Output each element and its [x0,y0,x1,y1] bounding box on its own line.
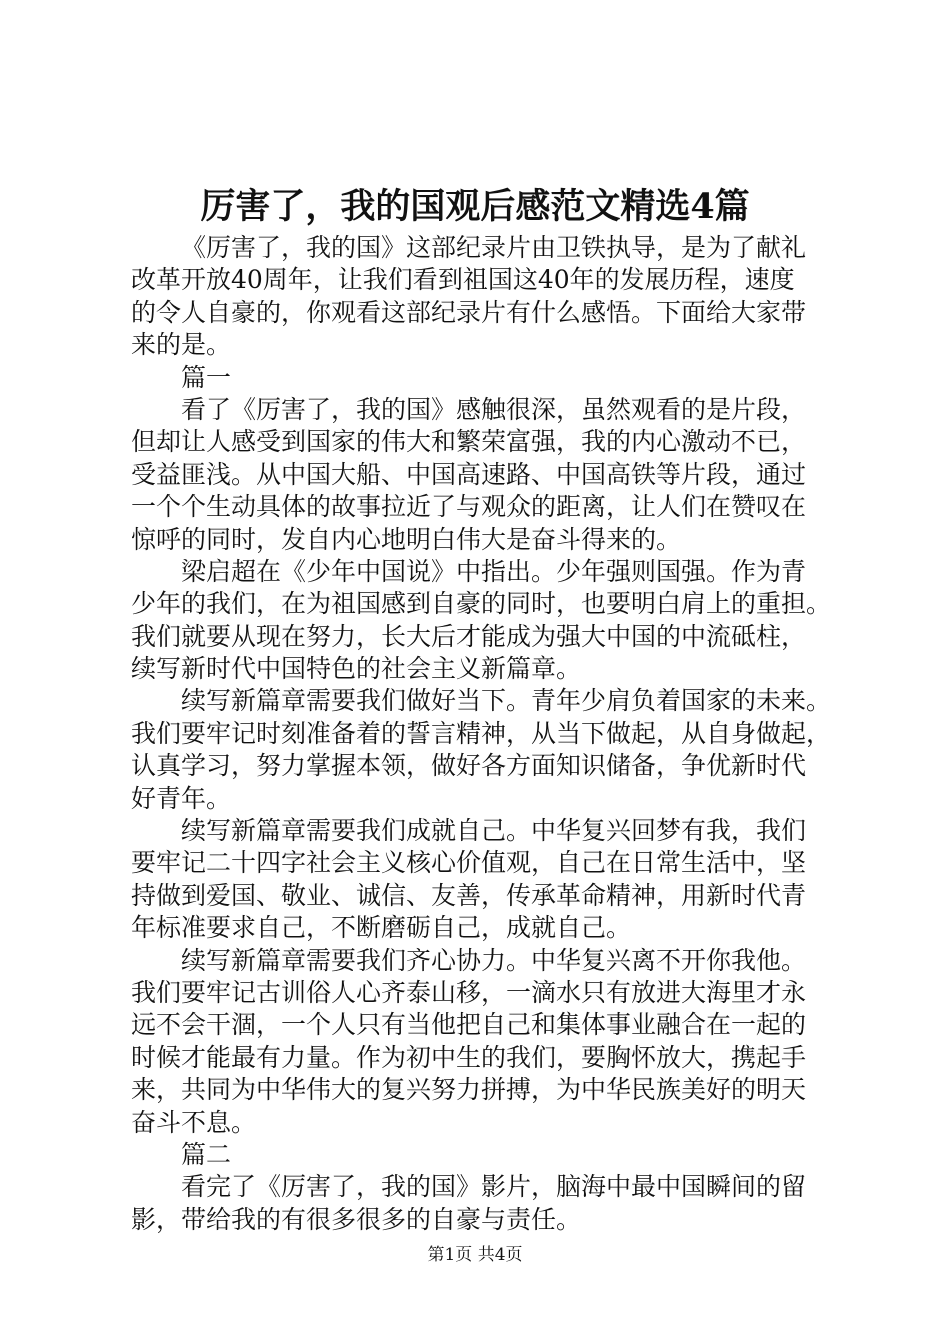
page-footer: 第1页 共4页 [427,1245,523,1265]
document-title: 厉害了，我的国观后感范文精选4篇 [200,186,750,227]
text-line: 的令人自豪的，你观看这部纪录片有什么感悟。下面给大家带 [131,297,807,327]
text-line: 要牢记二十四字社会主义核心价值观，自己在日常生活中，坚 [131,848,807,878]
text-line: 少年的我们，在为祖国感到自豪的同时，也要明白肩上的重担。 [131,589,832,619]
text-line: 远不会干涸，一个人只有当他把自己和集体事业融合在一起的 [131,1010,807,1040]
text-line: 续写新篇章需要我们成就自己。中华复兴回梦有我，我们 [181,816,807,846]
text-line: 改革开放40周年，让我们看到祖国这40年的发展历程，速度 [131,265,795,295]
text-line: 《厉害了，我的国》这部纪录片由卫铁执导，是为了献礼 [181,233,807,262]
document-body [131,232,831,1236]
text-line: 持做到爱国、敬业、诚信、友善，传承革命精神，用新时代青 [131,880,807,910]
text-line: 时候才能最有力量。作为初中生的我们，要胸怀放大，携起手 [131,1042,807,1072]
text-line: 续写新篇章需要我们做好当下。青年少肩负着国家的未来。 [181,686,832,716]
text-line: 来的是。 [131,330,232,360]
text-line: 我们要牢记古训俗人心齐泰山移，一滴水只有放进大海里才永 [131,977,807,1007]
text-line: 看了《厉害了，我的国》感触很深，虽然观看的是片段， [181,394,807,424]
text-line: 认真学习，努力掌握本领，做好各方面知识储备，争优新时代 [131,751,807,781]
text-line: 篇一 [181,362,232,392]
text-line: 篇二 [181,1139,232,1169]
text-line: 我们要牢记时刻准备着的誓言精神，从当下做起，从自身做起， [131,718,832,748]
text-line: 续写新时代中国特色的社会主义新篇章。 [131,654,582,684]
text-line: 年标准要求自己，不断磨砺自己，成就自己。 [131,913,632,943]
text-line: 来，共同为中华伟大的复兴努力拼搏，为中华民族美好的明天 [131,1075,807,1105]
text-line: 惊呼的同时，发自内心地明白伟大是奋斗得来的。 [131,524,682,554]
text-line: 看完了《厉害了，我的国》影片，脑海中最中国瞬间的留 [181,1172,807,1202]
text-line: 梁启超在《少年中国说》中指出。少年强则国强。作为青 [181,556,807,586]
text-line: 但却让人感受到国家的伟大和繁荣富强，我的内心激动不已， [131,427,807,457]
text-line: 影，带给我的有很多很多的自豪与责任。 [131,1204,582,1234]
text-line: 一个个生动具体的故事拉近了与观众的距离，让人们在赞叹在 [131,492,807,522]
text-line: 续写新篇章需要我们齐心协力。中华复兴离不开你我他。 [181,945,807,975]
text-line: 奋斗不息。 [131,1107,257,1137]
text-line: 我们就要从现在努力，长大后才能成为强大中国的中流砥柱， [131,621,807,651]
text-line: 好青年。 [131,783,232,813]
text-line: 受益匪浅。从中国大船、中国高速路、中国高铁等片段，通过 [131,459,807,489]
